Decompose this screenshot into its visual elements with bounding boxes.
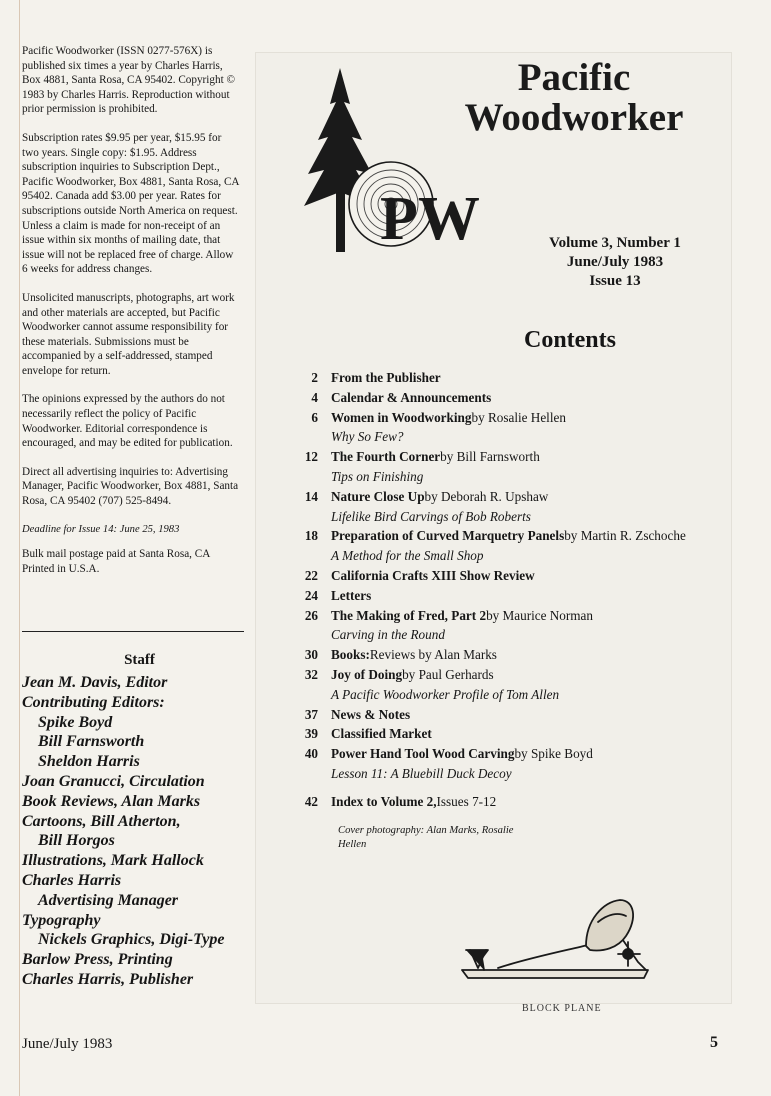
- staff-line: Advertising Manager: [38, 891, 179, 909]
- toc-title: Calendar & Announcements: [331, 389, 492, 405]
- toc-author: by Bill Farnsworth: [440, 449, 540, 465]
- staff-line: Bill Farnsworth: [38, 733, 145, 751]
- toc-item: [290, 645, 760, 665]
- toc-author: by Rosalie Hellen: [471, 409, 566, 425]
- toc-subtitle: A Method for the Small Shop: [331, 548, 484, 564]
- toc-subtitle: Lesson 11: A Bluebill Duck Decoy: [331, 765, 512, 781]
- toc-subtitle: Lifelike Bird Carvings of Bob Roberts: [331, 508, 531, 524]
- issue-info: [520, 234, 710, 291]
- staff-line: Spike Boyd: [38, 713, 113, 731]
- toc-title: The Fourth Corner: [331, 449, 441, 465]
- imprint-publisher: Pacific Woodworker (ISSN 0277-576X) is published six times a year by Charles Harris, Box 4881, Santa Rosa, CA 95402. Copyright © 1983 by Charles Harris. Reproduction without prior permission is prohibited.: [22, 45, 235, 116]
- toc-author: by Paul Gerhards: [402, 666, 494, 682]
- toc-page: 4: [311, 389, 318, 405]
- toc-item: [290, 744, 760, 764]
- toc-author: by Maurice Norman: [486, 607, 593, 623]
- toc-title: Power Hand Tool Wood Carving: [331, 746, 515, 762]
- toc-page: 22: [304, 567, 318, 583]
- staff-line: Contributing Editors:: [22, 693, 165, 711]
- toc-item: [290, 447, 760, 467]
- toc-item: [290, 665, 760, 685]
- toc-title: Preparation of Curved Marquetry Panels: [331, 528, 565, 544]
- title-line-2: Woodworker: [464, 96, 684, 139]
- staff-line: Joan Granucci, Circulation: [22, 772, 205, 790]
- toc-title: Index to Volume 2,: [331, 793, 437, 809]
- toc-page: 24: [304, 587, 318, 603]
- imprint-advertising: Direct all advertising inquiries to: Advertising Manager, Pacific Woodworker, Box 4881, Santa Rosa, CA 95402 (707) 525-8494.: [22, 465, 239, 508]
- toc-title: Books:: [331, 647, 370, 663]
- imprint-mailing: Bulk mail postage paid at Santa Rosa, CA Printed in U.S.A.: [22, 548, 210, 575]
- staff-line: Book Reviews, Alan Marks: [22, 792, 201, 810]
- toc-subtitle: Tips on Finishing: [331, 468, 424, 484]
- toc-page: 39: [304, 726, 318, 742]
- toc-author: Reviews by Alan Marks: [369, 647, 497, 663]
- toc-item: [290, 566, 760, 586]
- staff-box: [22, 652, 257, 990]
- staff-line: Cartoons, Bill Atherton,: [22, 812, 181, 830]
- toc-title: Joy of Doing: [331, 666, 403, 682]
- imprint-manuscripts: Unsolicited manuscripts, photographs, art work and other materials are accepted, but Pacific Woodworker cannot assume responsibility for these materials. Submissions must be accompanied by a self-addressed, stamped envelope for return.: [22, 291, 235, 377]
- toc-author: by Deborah R. Upshaw: [424, 488, 549, 504]
- illustration-caption: BLOCK PLANE: [522, 1003, 602, 1014]
- staff-line: Bill Horgos: [38, 832, 115, 850]
- toc-page: 6: [311, 409, 318, 425]
- issue-number: Issue 13: [589, 273, 641, 289]
- toc-author: by Martin R. Zschoche: [564, 528, 686, 544]
- toc-page: 2: [311, 370, 318, 385]
- block-plane-icon: [462, 900, 648, 978]
- cover-credit: Cover photography: Alan Marks, Rosalie Hellen: [338, 825, 514, 850]
- page-number: 5: [710, 1034, 718, 1051]
- toc-item: [290, 487, 760, 507]
- toc-title: Classified Market: [331, 726, 432, 742]
- staff-line: Charles Harris, Publisher: [22, 970, 194, 988]
- toc-author: Issues 7-12: [436, 793, 497, 809]
- contents-heading: Contents: [523, 327, 616, 353]
- magazine-title: [424, 58, 724, 138]
- toc-subtitle: Why So Few?: [331, 429, 404, 445]
- staff-line: Sheldon Harris: [38, 753, 140, 771]
- staff-line: Nickels Graphics, Digi-Type: [38, 931, 225, 949]
- staff-heading: Staff: [124, 652, 155, 668]
- toc-title: The Making of Fred, Part 2: [331, 607, 487, 623]
- footer-date: June/July 1983: [22, 1036, 113, 1052]
- toc-item: [290, 724, 760, 744]
- issue-volume: Volume 3, Number 1: [549, 235, 681, 251]
- toc-item: [290, 705, 760, 725]
- table-of-contents: [290, 368, 760, 812]
- toc-page: 12: [304, 449, 318, 465]
- logo-monogram: PW: [380, 185, 480, 253]
- toc-page: 18: [304, 528, 318, 544]
- toc-item: [290, 792, 760, 812]
- toc-page: 26: [304, 607, 318, 623]
- toc-item: [290, 606, 760, 626]
- toc-subtitle: A Pacific Woodworker Profile of Tom Allen: [331, 686, 560, 702]
- toc-page: 14: [304, 488, 318, 504]
- toc-item: [290, 408, 760, 428]
- imprint-subscription: Subscription rates $9.95 per year, $15.95 for two years. Single copy: $1.95. Address subscription inquiries to Subscription Dept., Pacific Woodworker, Box 4881, Santa Rosa, CA 95402. Canada add $3.00 per year. Rates for subscriptions outside North America on request. Unless a claim is made for non-receipt of an issue within six months of mailing date, that issue will not be replaced free of charge. Allow 6 weeks for address changes.: [22, 131, 239, 276]
- toc-title: News & Notes: [331, 706, 411, 722]
- staff-line: Typography: [22, 911, 101, 929]
- page-edge: [19, 0, 20, 1096]
- toc-page: 30: [304, 647, 318, 663]
- imprint-column: [22, 44, 240, 590]
- title-line-1: Pacific: [517, 56, 631, 99]
- toc-title: Nature Close Up: [331, 488, 425, 504]
- toc-page: 40: [304, 746, 318, 762]
- toc-page: 42: [304, 793, 318, 809]
- staff-line: Illustrations, Mark Hallock: [22, 852, 204, 870]
- toc-page: 37: [304, 706, 318, 722]
- toc-title: Letters: [331, 587, 372, 603]
- toc-item: [290, 526, 760, 546]
- issue-date: June/July 1983: [566, 254, 664, 270]
- toc-author: by Spike Boyd: [514, 746, 593, 762]
- toc-subtitle: Carving in the Round: [331, 627, 445, 643]
- block-plane-illustration: [458, 890, 658, 990]
- staff-line: Barlow Press, Printing: [22, 951, 173, 969]
- toc-title: From the Publisher: [331, 370, 441, 385]
- toc-title: California Crafts XIII Show Review: [331, 567, 535, 583]
- toc-item: [290, 586, 760, 606]
- imprint-deadline: Deadline for Issue 14: June 25, 1983: [22, 523, 180, 535]
- staff-line: Jean M. Davis, Editor: [22, 674, 168, 691]
- staff-divider: [22, 631, 244, 632]
- toc-item: [290, 388, 760, 408]
- imprint-opinions: The opinions expressed by the authors do not necessarily reflect the policy of Pacific Woodworker. Editorial correspondence is encouraged, and may be edited for publication.: [22, 393, 233, 450]
- staff-line: Charles Harris: [22, 871, 122, 889]
- toc-page: 32: [304, 666, 318, 682]
- toc-title: Women in Woodworking: [331, 409, 472, 425]
- toc-item: [290, 368, 760, 388]
